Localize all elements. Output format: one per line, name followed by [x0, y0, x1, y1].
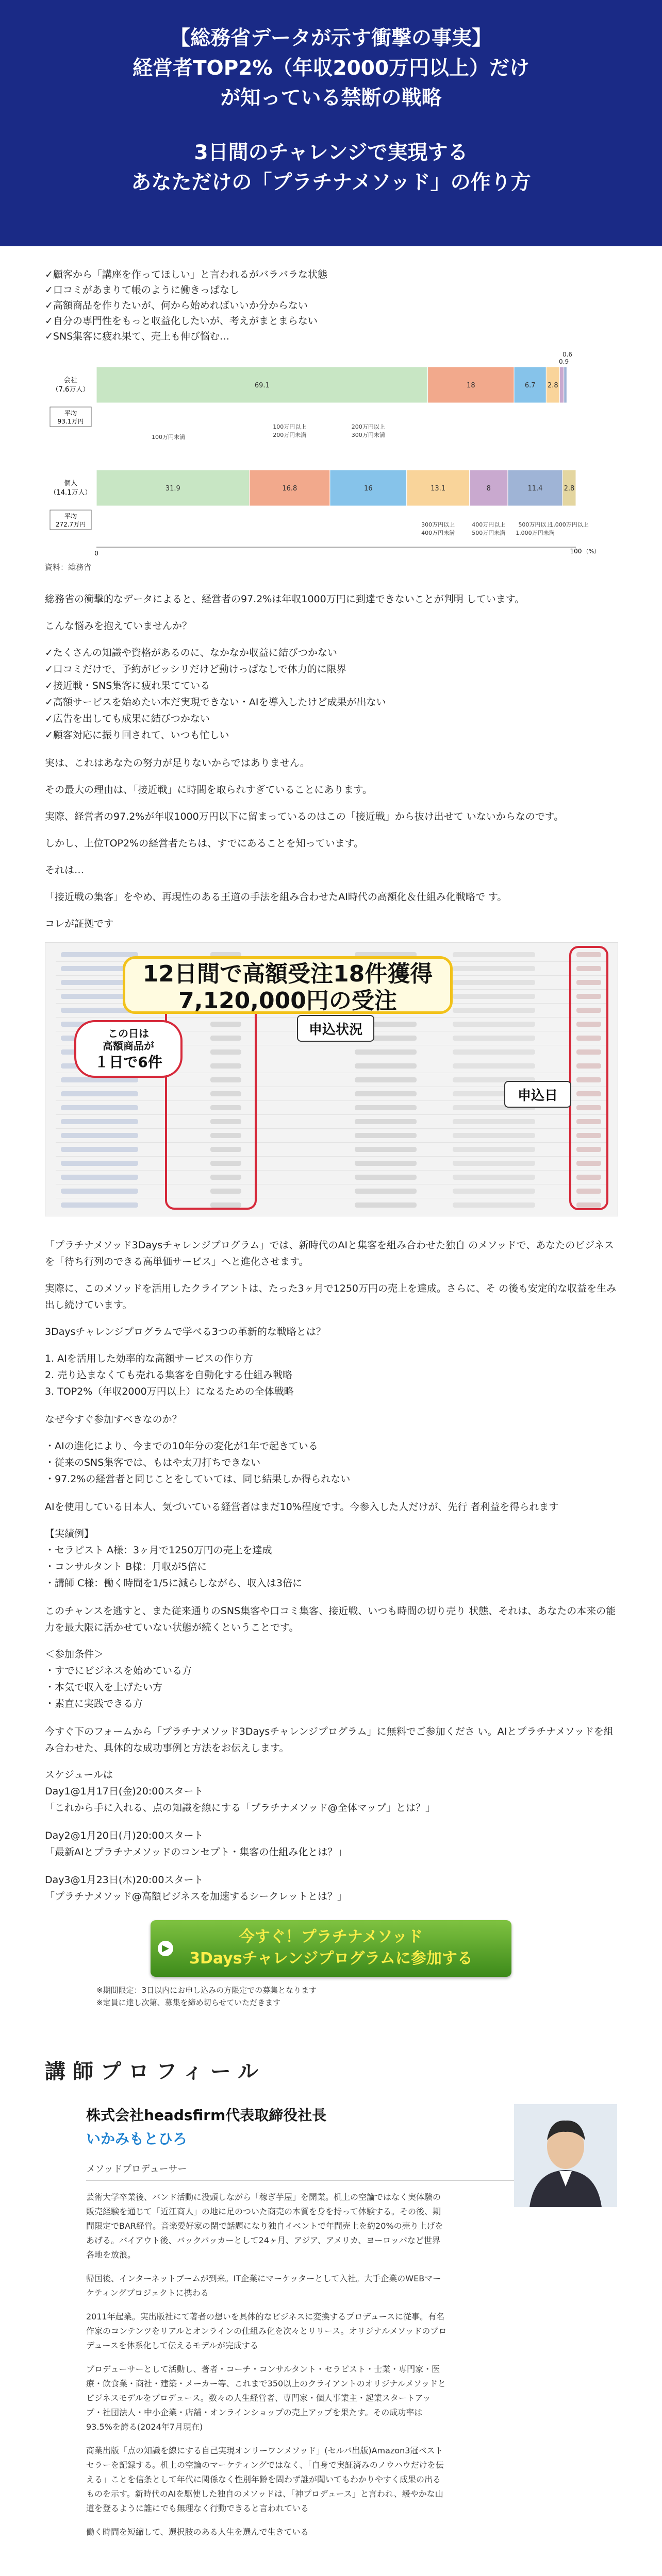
segment-category-label: 100万円以上 — [273, 423, 307, 430]
results-block — [45, 1526, 617, 1591]
cta-wrap — [45, 1920, 617, 1977]
blurred-cell — [453, 1189, 535, 1194]
body-p5: AIを使用している日本人、気づいている経営者はまだ10%程度です。今参入した人だけが、先行 者利益を得られます — [45, 1501, 559, 1513]
blurred-cell — [355, 1119, 417, 1124]
mean-label: 平均 — [64, 513, 77, 520]
schedule-topic2: 「最新AIとプラチナメソッドのコンセプト・集客の仕組み化とは？」 — [45, 1846, 347, 1858]
blurred-cell — [61, 1202, 138, 1208]
para-question: こんな悩みを抱えていませんか？ — [45, 620, 192, 632]
join-program-button[interactable] — [151, 1920, 511, 1977]
tag-day: 申込日 — [504, 1081, 571, 1108]
notes-block — [45, 1984, 617, 2009]
table-row — [56, 1115, 607, 1129]
profile-photo — [514, 2104, 617, 2207]
hero-banner — [0, 0, 662, 246]
bubble-line-1: この日は 高額商品が — [103, 1027, 154, 1052]
profile-name: いかみもとひろ — [86, 2130, 188, 2147]
segment-category-label: 500万円以上 — [518, 521, 552, 528]
bar-segment — [564, 367, 567, 403]
segment-category-label: 1,000万円以上 — [550, 521, 589, 528]
conditions-block — [45, 1646, 617, 1712]
tag-status: 申込状況 — [297, 1015, 374, 1042]
body-p2: 実際に、このメソッドを活用したクライアントは、たった3ヶ月で1250万円の売上を達成。さらに、そ の後も安定的な収益を生み出し続けています。 — [45, 1283, 617, 1311]
proof-headline-2: 7,120,000円の受注 — [178, 988, 397, 1014]
bio-paragraph: 働く時間を短縮して、選択肢のある人生を選んで生きている — [86, 2527, 309, 2537]
segment-category-label: 200万円未満 — [273, 432, 307, 438]
bio-paragraph: 2011年起業。実出版社にて著者の想いを具体的なビジネスに変換するプロデュースに従事。有名作家のコンテンツをリアルとオンラインの仕組み化を次々とリリース。オリジナルメソッドのプロデュースを体系化して伝えるモデルが完成する — [86, 2312, 447, 2350]
segment-category-label: 400万円以上 — [472, 521, 506, 528]
blurred-cell — [355, 1105, 417, 1110]
bar-segment — [559, 367, 564, 403]
company-name: 株式会社heads — [86, 2107, 193, 2124]
income-chart-svg — [45, 351, 617, 557]
highlight-date-column — [569, 946, 608, 1210]
table-row — [56, 1157, 607, 1171]
body-p1: 「プラチナメソッド3Daysチャレンジプログラム」では、新時代のAIと集客を組み合わせた独自 のメソッドで、あなたのビジネスを「待ち行列のできる高単価サービス」へと進化させます。 — [45, 1240, 614, 1267]
result-item: ・講師 C様：働く時間を1/5に減らしながら、収入は3倍に — [45, 1578, 302, 1589]
segment-value: 0.9 — [559, 358, 569, 365]
checklist-item: ✓SNS集客に疲れ果て、売上も伸び悩む… — [45, 331, 229, 342]
blurred-cell — [355, 1202, 417, 1208]
blurred-cell — [355, 1133, 417, 1138]
hero-line-3: が知っている禁断の戦略 — [220, 87, 442, 110]
row-label: 個人 — [63, 480, 78, 487]
hero-line-1: 【総務省データが示す衝撃の事実】 — [170, 27, 492, 50]
cta-line-2: 3Daysチャレンジプログラムに参加する — [189, 1950, 473, 1968]
para-reason-intro: 実は、これはあなたの努力が足りないからではありません。 — [45, 757, 310, 769]
x-unit-label: （%） — [583, 548, 600, 555]
segment-value: 13.1 — [431, 485, 446, 493]
strategy-item: 3. TOP2%（年収2000万円以上）になるための全体戦略 — [45, 1386, 294, 1397]
proof-screenshot — [45, 942, 618, 1216]
result-item: ・セラピスト A様：3ヶ月で1250万円の売上を達成 — [45, 1545, 272, 1556]
mean-label: 平均 — [64, 410, 77, 417]
bubble-line-2: １日で6件 — [94, 1054, 162, 1071]
mean-label: 272.7万円 — [55, 521, 86, 528]
bio-paragraph: 芸術大学卒業後、バンド活動に没頭しながら「稼ぎ芋屋」を開業。机上の空論ではなく実体験の販売経験を通じて「近江商人」の地に足のついた商売の本質を身を持って体験する。その後、期間限定でBAR経営。音楽愛好家の閉で話題になり独自イベントで年間売上を約20%の売り上げをあげる。バイアウト後、バックパッカーとして24ヶ月、アジア、アメリカ、ヨーロッパなど世界各地を放浪。 — [86, 2192, 443, 2260]
body-p3: 3Daysチャレンジプログラムで学べる3つの革新的な戦略とは？ — [45, 1326, 326, 1337]
chart-source: 資料：総務省 — [45, 563, 92, 572]
blurred-cell — [61, 1175, 138, 1180]
segment-category-label: 200万円以上 — [351, 423, 385, 430]
blurred-cell — [453, 994, 535, 999]
cta-line-1: 今すぐ！プラチナメソッド — [239, 1928, 423, 1946]
row-label: 会社 — [63, 377, 78, 384]
segment-category-label: 400万円未満 — [421, 530, 455, 536]
bio-paragraph: 商業出版「点の知識を線にする自己実現オンリーワンメソッド」(セルバ出版)Amazon3冠ベストセラーを記録する。机上の空論のマーケティングではなく、「自身で実証済みのノウハウだけを伝える」ことを信条として年代に関係なく性別年齢を問わず誰が聞いてもわかりやすく成果の出るものを示す。新時代のAIを駆使した独自のメソッドは、「神プロデュース」と言われ、緩やかな山道を登るように誰にでも無理なく行動できると言われている — [86, 2446, 444, 2513]
segment-category-label: 500万円未満 — [472, 530, 506, 536]
blurred-cell — [61, 1161, 138, 1166]
blurred-cell — [355, 1077, 417, 1082]
bio-paragraph: 帰国後、インターネットブームが到来。IT企業にマーケッターとして入社。大手企業のWEBマーケティングプロジェクトに携わる — [86, 2274, 441, 2298]
x-tick-label: 100 — [570, 548, 582, 555]
segment-value: 16.8 — [282, 485, 297, 493]
blurred-cell — [61, 952, 138, 957]
company-suffix: firm代表取締役社長 — [192, 2107, 327, 2124]
play-arrow-icon: ▶ — [158, 1941, 173, 1956]
para-reason: その最大の理由は、「接近戦」に時間を取られすぎていることにあります。 — [45, 784, 372, 795]
profile-bio — [86, 2190, 447, 2539]
segment-value: 8 — [486, 485, 491, 493]
schedule-topic1: 「これから手に入れる、点の知識を線にする「プラチナメソッド@全体マップ」とは？」 — [45, 1802, 435, 1814]
table-row — [56, 1129, 607, 1143]
blurred-cell — [453, 1063, 535, 1069]
blurred-cell — [453, 1175, 535, 1180]
blurred-cell — [355, 1091, 417, 1096]
worry-item: ✓接近戦・SNS集客に疲れ果てている — [45, 680, 210, 691]
segment-value: 2.8 — [548, 382, 558, 389]
condition-item: ・素直に実践できる方 — [45, 1698, 143, 1709]
hero-line-2: 経営者TOP2%（年収2000万円以上）だけ — [132, 57, 530, 80]
schedule-day1: Day1@1月17日(金)20:00スタート — [45, 1786, 204, 1797]
segment-value: 16 — [364, 485, 373, 493]
conditions-title: ＜参加条件＞ — [45, 1649, 104, 1660]
hero-line-5: あなただけの「プラチナメソッド」の作り方 — [131, 171, 531, 194]
checklist-item: ✓顧客から「講座を作ってほしい」と言われるがバラバラな状態 — [45, 269, 327, 280]
blurred-cell — [355, 1175, 417, 1180]
blurred-cell — [453, 1008, 535, 1013]
body-p7: このチャンスを逃すと、また従来通りのSNS集客や口コミ集客、接近戦、いつも時間の切り売り 状態、それは、あなたの本来の能力を最大限に活かせていない状態が続くということです。 — [45, 1605, 616, 1633]
proof-headline-1: 12日間で高額受注18件獲得 — [142, 961, 433, 987]
blurred-cell — [453, 1133, 535, 1138]
note-capacity: ※定員に達し次第、募集を締め切らせていただきます — [96, 1998, 281, 2007]
segment-value: 31.9 — [165, 485, 180, 493]
table-row — [56, 1171, 607, 1184]
para-stat: 総務省の衝撃的なデータによると、経営者の97.2%は年収1000万円に到達できないことが判明 しています。 — [45, 594, 525, 605]
checklist-item: ✓高額商品を作りたいが、何から始めればいいか分からない — [45, 300, 308, 311]
blurred-cell — [453, 1119, 535, 1124]
worry-item: ✓たくさんの知識や資格があるのに、なかなか収益に結びつかない — [45, 647, 337, 658]
schedule-title: スケジュールは — [45, 1769, 113, 1781]
blurred-cell — [61, 1091, 138, 1096]
profile-card — [45, 2104, 617, 2539]
worry-item: ✓高額サービスを始めたい本だ実現できない・AIを導入したけど成果が出ない — [45, 697, 386, 708]
condition-item: ・すでにビジネスを始めている方 — [45, 1665, 192, 1676]
table-row — [56, 1198, 607, 1212]
blurred-cell — [453, 966, 535, 971]
hero-line-4: 3日間のチャレンジで実現する — [194, 141, 468, 164]
blurred-cell — [61, 1133, 138, 1138]
segment-value: 2.8 — [564, 485, 575, 493]
strategy-item: 2. 売り込まなくても売れる集客を自動化する仕組み戦略 — [45, 1369, 293, 1381]
blurred-cell — [453, 980, 535, 985]
segment-value: 18 — [467, 382, 475, 389]
table-row — [56, 1184, 607, 1198]
blurred-cell — [61, 1119, 138, 1124]
blurred-cell — [355, 1189, 417, 1194]
blurred-cell — [453, 1022, 535, 1027]
person-icon — [514, 2104, 617, 2207]
schedule-topic3: 「プラチナメソッド@高額ビジネスを加速するシークレットとは？」 — [45, 1891, 347, 1902]
results-title: 【実績例】 — [45, 1528, 94, 1539]
worry-item: ✓口コミだけで、予約がビッシリだけど動けっぱなしで体力的に限界 — [45, 664, 346, 675]
body-p9: 今すぐ下のフォームから「プラチナメソッド3Daysチャレンジプログラム」に無料でご参加くださ い。AIとプラチナメソッドを組み合わせた、具体的な成功事例と方法をお伝えします。 — [45, 1726, 614, 1754]
segment-category-label: 1,000万円未満 — [516, 530, 555, 536]
strategy-item: 1. AIを活用した効率的な高額サービスの作り方 — [45, 1353, 253, 1364]
blurred-cell — [453, 1049, 535, 1055]
segment-value: 69.1 — [254, 382, 270, 389]
para-fact: 実際、経営者の97.2%が年収1000万円以下に留まっているのはこの「接近戦」から抜け出せて いないからなのです。 — [45, 811, 564, 822]
worry-item: ✓顧客対応に振り回されて、いつも忙しい — [45, 730, 229, 741]
body-p4: なぜ今すぐ参加すべきなのか？ — [45, 1414, 182, 1425]
profile-section-title: 講師プロフィール — [45, 2060, 266, 2083]
checklist-item: ✓口コミがあまりて帳のように働きっぱなし — [45, 284, 239, 296]
blurred-cell — [453, 1161, 535, 1166]
schedule-block — [45, 1767, 617, 1905]
why-item: ・AIの進化により、今までの10年分の変化が1年で起きている — [45, 1440, 318, 1452]
blurred-cell — [453, 1147, 535, 1152]
row-label: （14.1万人） — [49, 489, 92, 497]
segment-category-label: 100万円未満 — [152, 434, 185, 440]
main-content — [45, 246, 617, 2539]
blurred-cell — [355, 1049, 417, 1055]
proof-headline — [123, 956, 453, 1014]
why-item: ・97.2%の経営者と同じことをしていては、同じ結果しか得られない — [45, 1473, 351, 1485]
worry-list — [45, 645, 617, 743]
checklist-item: ✓自分の専門性をもっと収益化したいが、考えがまとまらない — [45, 315, 318, 327]
why-item: ・従来のSNS集客では、もはや太刀打ちできない — [45, 1457, 261, 1468]
blurred-cell — [355, 1161, 417, 1166]
schedule-day3: Day3@1月23日(木)20:00スタート — [45, 1874, 204, 1886]
blurred-cell — [453, 952, 535, 957]
blurred-cell — [453, 1036, 535, 1041]
blurred-cell — [355, 1147, 417, 1152]
para-proof-intro: コレが証拠です — [45, 918, 114, 929]
condition-item: ・本気で収入を上げたい方 — [45, 1682, 163, 1693]
mean-label: 93.1万円 — [57, 418, 84, 425]
blurred-cell — [61, 1077, 138, 1082]
x-tick-label: 0 — [94, 550, 98, 557]
note-limited: ※期間限定：3日以内にお申し込みの方限定での募集となります — [96, 1986, 317, 1995]
table-row — [56, 1143, 607, 1157]
row-label: （7.6万人） — [52, 386, 90, 394]
strategy-list — [45, 1350, 617, 1400]
blurred-cell — [61, 1105, 138, 1110]
why-now-list — [45, 1438, 617, 1487]
worry-item: ✓広告を出しても成果に結びつかない — [45, 713, 210, 724]
proof-bubble — [74, 1020, 183, 1078]
blurred-cell — [61, 1147, 138, 1152]
pain-checklist — [45, 246, 617, 344]
segment-value: 11.4 — [527, 485, 543, 493]
segment-category-label: 300万円以上 — [421, 521, 455, 528]
blurred-cell — [61, 1189, 138, 1194]
para-that-is: それは… — [45, 865, 85, 876]
profile-role: メソッドプロデューサー — [86, 2162, 540, 2181]
blurred-cell — [355, 1063, 417, 1069]
para-strategy: 「接近戦の集客」をやめ、再現性のある王道の手法を組み合わせたAI時代の高額化＆仕組み化戦略で す。 — [45, 891, 507, 903]
para-top2: しかし、上位TOP2%の経営者たちは、すでにあることを知っています。 — [45, 838, 364, 849]
blurred-cell — [453, 1202, 535, 1208]
result-item: ・コンサルタント B様：月収が5倍に — [45, 1561, 207, 1572]
schedule-day2: Day2@1月20日(月)20:00スタート — [45, 1830, 204, 1841]
bio-paragraph: プロデューサーとして活動し、著者・コーチ・コンサルタント・セラピスト・士業・専門家・医療・飲食業・商社・建築・メーカー等、これまで350以上のクライアントのオリジナルメソッドとビジネスモデルをプロデュース。数々の人生経営者、専門家・個人事業主・起業スタートアップ・社団法人・中小企業・店舗・オンラインショップの売上アップを果たす。その成功率は93.5%を誇る(2024年7月現在) — [86, 2364, 446, 2432]
income-chart — [45, 351, 617, 560]
segment-value: 0.6 — [562, 351, 573, 358]
segment-category-label: 300万円未満 — [351, 432, 385, 438]
segment-value: 6.7 — [524, 382, 536, 389]
